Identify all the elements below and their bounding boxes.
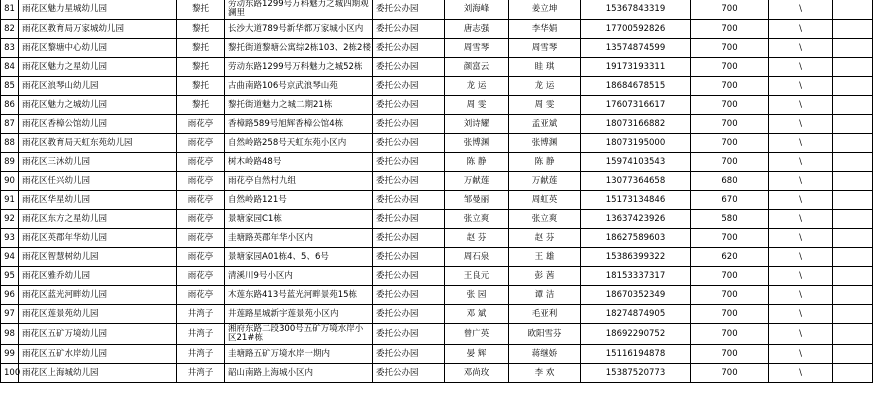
cell-phone[interactable]: 17700592826 <box>581 20 691 39</box>
cell-type[interactable]: 委托公办园 <box>373 305 445 324</box>
cell-town[interactable]: 雨花亭 <box>177 286 225 305</box>
cell-name[interactable]: 雨花区莲景苑幼儿园 <box>19 305 177 324</box>
cell-legal[interactable]: 刘诗耀 <box>445 115 509 134</box>
cell-town[interactable]: 黎托 <box>177 96 225 115</box>
cell-mark[interactable]: \ <box>769 115 833 134</box>
cell-legal[interactable]: 周 雯 <box>445 96 509 115</box>
cell-head[interactable]: 龙 运 <box>509 77 581 96</box>
cell-legal[interactable]: 刘海峰 <box>445 0 509 20</box>
cell-no[interactable]: 92 <box>1 210 19 229</box>
cell-phone[interactable]: 13574874599 <box>581 39 691 58</box>
cell-type[interactable]: 委托公办园 <box>373 0 445 20</box>
cell-mark[interactable]: \ <box>769 153 833 172</box>
table-row <box>1 115 873 134</box>
table-row <box>1 210 873 229</box>
cell-town[interactable]: 雨花亭 <box>177 229 225 248</box>
cell-empty[interactable] <box>833 77 873 96</box>
cell-name[interactable]: 雨花区教育局万家城幼儿园 <box>19 20 177 39</box>
cell-no[interactable]: 90 <box>1 172 19 191</box>
cell-addr[interactable]: 自然岭路121号 <box>225 191 373 210</box>
cell-phone[interactable]: 13077364658 <box>581 172 691 191</box>
cell-addr[interactable]: 劳动东路1299号万科魅力之城四期观澜里 <box>225 0 373 20</box>
cell-empty[interactable] <box>833 305 873 324</box>
cell-addr[interactable]: 湘府东路二段300号五矿万境水岸小区21#栋 <box>225 324 373 345</box>
cell-type[interactable]: 委托公办园 <box>373 345 445 364</box>
cell-town[interactable]: 井湾子 <box>177 305 225 324</box>
cell-name[interactable]: 雨花区魅力星城幼儿园 <box>19 0 177 20</box>
cell-addr[interactable]: 香樟路589号旭辉香樟公馆4栋 <box>225 115 373 134</box>
cell-fee[interactable]: 670 <box>691 191 769 210</box>
cell-head[interactable]: 万献莲 <box>509 172 581 191</box>
table-row <box>1 77 873 96</box>
cell-fee[interactable]: 700 <box>691 115 769 134</box>
table-row <box>1 153 873 172</box>
cell-addr[interactable]: 自然岭路258号天虹东苑小区内 <box>225 134 373 153</box>
cell-fee[interactable]: 700 <box>691 324 769 345</box>
cell-no[interactable]: 81 <box>1 0 19 20</box>
cell-empty[interactable] <box>833 267 873 286</box>
cell-mark[interactable]: \ <box>769 324 833 345</box>
cell-fee[interactable]: 700 <box>691 77 769 96</box>
cell-legal[interactable]: 张立爽 <box>445 210 509 229</box>
cell-mark[interactable]: \ <box>769 20 833 39</box>
cell-town[interactable]: 雨花亭 <box>177 248 225 267</box>
cell-phone[interactable]: 17607316617 <box>581 96 691 115</box>
cell-legal[interactable]: 周石泉 <box>445 248 509 267</box>
cell-town[interactable]: 黎托 <box>177 58 225 77</box>
cell-phone[interactable]: 18073166882 <box>581 115 691 134</box>
cell-head[interactable]: 毛亚利 <box>509 305 581 324</box>
cell-fee[interactable]: 580 <box>691 210 769 229</box>
cell-mark[interactable]: \ <box>769 0 833 20</box>
cell-empty[interactable] <box>833 210 873 229</box>
cell-mark[interactable]: \ <box>769 96 833 115</box>
cell-fee[interactable]: 700 <box>691 267 769 286</box>
cell-head[interactable]: 姜立坤 <box>509 0 581 20</box>
cell-no[interactable]: 97 <box>1 305 19 324</box>
cell-name[interactable]: 雨花区魅力之星幼儿园 <box>19 58 177 77</box>
cell-fee[interactable]: 700 <box>691 153 769 172</box>
cell-town[interactable]: 雨花亭 <box>177 134 225 153</box>
cell-name[interactable]: 雨花区上海城幼儿园 <box>19 364 177 383</box>
cell-addr[interactable]: 景塘家园A01栋4、5、6号 <box>225 248 373 267</box>
cell-no[interactable]: 89 <box>1 153 19 172</box>
cell-town[interactable]: 井湾子 <box>177 324 225 345</box>
cell-empty[interactable] <box>833 134 873 153</box>
cell-name[interactable]: 雨花区雅乔幼儿园 <box>19 267 177 286</box>
cell-empty[interactable] <box>833 153 873 172</box>
cell-no[interactable]: 100 <box>1 364 19 383</box>
cell-town[interactable]: 雨花亭 <box>177 267 225 286</box>
cell-name[interactable]: 雨花区华星幼儿园 <box>19 191 177 210</box>
cell-head[interactable]: 谭 洁 <box>509 286 581 305</box>
cell-mark[interactable]: \ <box>769 248 833 267</box>
cell-mark[interactable]: \ <box>769 191 833 210</box>
table-row <box>1 134 873 153</box>
cell-fee[interactable]: 700 <box>691 96 769 115</box>
cell-phone[interactable]: 18274874905 <box>581 305 691 324</box>
cell-town[interactable]: 黎托 <box>177 77 225 96</box>
cell-empty[interactable] <box>833 229 873 248</box>
cell-name[interactable]: 雨花区教育局天虹东苑幼儿园 <box>19 134 177 153</box>
cell-town[interactable]: 雨花亭 <box>177 172 225 191</box>
cell-phone[interactable]: 15386399322 <box>581 248 691 267</box>
table-row <box>1 0 873 20</box>
cell-legal[interactable]: 张博渊 <box>445 134 509 153</box>
cell-addr[interactable]: 木莲东路413号蓝光河畔景苑15栋 <box>225 286 373 305</box>
cell-town[interactable]: 黎托 <box>177 0 225 20</box>
cell-phone[interactable]: 13637423926 <box>581 210 691 229</box>
cell-name[interactable]: 雨花区香樟公馆幼儿园 <box>19 115 177 134</box>
cell-legal[interactable]: 颜富云 <box>445 58 509 77</box>
cell-no[interactable]: 98 <box>1 324 19 345</box>
cell-empty[interactable] <box>833 39 873 58</box>
cell-town[interactable]: 黎托 <box>177 39 225 58</box>
cell-fee[interactable]: 700 <box>691 345 769 364</box>
cell-type[interactable]: 委托公办园 <box>373 172 445 191</box>
cell-town[interactable]: 黎托 <box>177 20 225 39</box>
cell-empty[interactable] <box>833 191 873 210</box>
table-row <box>1 191 873 210</box>
cell-mark[interactable]: \ <box>769 364 833 383</box>
cell-no[interactable]: 93 <box>1 229 19 248</box>
cell-addr[interactable]: 韶山南路上海城小区内 <box>225 364 373 383</box>
cell-mark[interactable]: \ <box>769 210 833 229</box>
table-row <box>1 248 873 267</box>
cell-type[interactable]: 委托公办园 <box>373 96 445 115</box>
cell-mark[interactable]: \ <box>769 39 833 58</box>
cell-head[interactable]: 张博渊 <box>509 134 581 153</box>
cell-type[interactable]: 委托公办园 <box>373 115 445 134</box>
cell-mark[interactable]: \ <box>769 77 833 96</box>
cell-legal[interactable]: 张 园 <box>445 286 509 305</box>
cell-town[interactable]: 雨花亭 <box>177 191 225 210</box>
cell-phone[interactable]: 18627589603 <box>581 229 691 248</box>
table-row <box>1 364 873 383</box>
cell-type[interactable]: 委托公办园 <box>373 77 445 96</box>
cell-town[interactable]: 井湾子 <box>177 364 225 383</box>
cell-type[interactable]: 委托公办园 <box>373 58 445 77</box>
cell-name[interactable]: 雨花区英郡年华幼儿园 <box>19 229 177 248</box>
cell-phone[interactable]: 18073195000 <box>581 134 691 153</box>
table-row <box>1 39 873 58</box>
cell-no[interactable]: 99 <box>1 345 19 364</box>
cell-head[interactable]: 周 雯 <box>509 96 581 115</box>
cell-head[interactable]: 欧阳雪芬 <box>509 324 581 345</box>
cell-no[interactable]: 82 <box>1 20 19 39</box>
cell-type[interactable]: 委托公办园 <box>373 267 445 286</box>
cell-legal[interactable]: 邓尚玫 <box>445 364 509 383</box>
table-row <box>1 229 873 248</box>
cell-fee[interactable]: 700 <box>691 39 769 58</box>
table-row <box>1 172 873 191</box>
cell-legal[interactable]: 晏 辉 <box>445 345 509 364</box>
cell-mark[interactable]: \ <box>769 267 833 286</box>
cell-type[interactable]: 委托公办园 <box>373 134 445 153</box>
cell-legal[interactable]: 唐志强 <box>445 20 509 39</box>
cell-fee[interactable]: 700 <box>691 229 769 248</box>
cell-addr[interactable]: 长沙大道789号新华都万家城小区内 <box>225 20 373 39</box>
cell-mark[interactable]: \ <box>769 134 833 153</box>
cell-name[interactable]: 雨花区五矿水岸幼儿园 <box>19 345 177 364</box>
cell-head[interactable]: 蒋继娇 <box>509 345 581 364</box>
cell-type[interactable]: 委托公办园 <box>373 191 445 210</box>
cell-phone[interactable]: 19173193311 <box>581 58 691 77</box>
cell-name[interactable]: 雨花区蓝光河畔幼儿园 <box>19 286 177 305</box>
cell-legal[interactable]: 邹曼丽 <box>445 191 509 210</box>
cell-mark[interactable]: \ <box>769 286 833 305</box>
cell-type[interactable]: 委托公办园 <box>373 39 445 58</box>
cell-addr[interactable]: 清溪川9号小区内 <box>225 267 373 286</box>
cell-addr[interactable]: 古曲南路106号京武浪琴山苑 <box>225 77 373 96</box>
cell-fee[interactable]: 700 <box>691 0 769 20</box>
cell-mark[interactable]: \ <box>769 58 833 77</box>
cell-head[interactable]: 李华娟 <box>509 20 581 39</box>
cell-empty[interactable] <box>833 364 873 383</box>
cell-head[interactable]: 孟亚斌 <box>509 115 581 134</box>
cell-type[interactable]: 委托公办园 <box>373 286 445 305</box>
cell-fee[interactable]: 700 <box>691 58 769 77</box>
cell-legal[interactable]: 陈 静 <box>445 153 509 172</box>
cell-phone[interactable]: 18153337317 <box>581 267 691 286</box>
cell-empty[interactable] <box>833 286 873 305</box>
cell-empty[interactable] <box>833 96 873 115</box>
cell-addr[interactable]: 树木岭路48号 <box>225 153 373 172</box>
cell-addr[interactable]: 景塘家园C1栋 <box>225 210 373 229</box>
cell-no[interactable]: 84 <box>1 58 19 77</box>
cell-legal[interactable]: 赵 芬 <box>445 229 509 248</box>
cell-empty[interactable] <box>833 172 873 191</box>
cell-type[interactable]: 委托公办园 <box>373 364 445 383</box>
cell-phone[interactable]: 18684678515 <box>581 77 691 96</box>
cell-fee[interactable]: 620 <box>691 248 769 267</box>
cell-fee[interactable]: 680 <box>691 172 769 191</box>
cell-legal[interactable]: 周雪琴 <box>445 39 509 58</box>
cell-name[interactable]: 雨花区东方之星幼儿园 <box>19 210 177 229</box>
cell-addr[interactable]: 井莲路星城新宇莲景苑小区内 <box>225 305 373 324</box>
cell-empty[interactable] <box>833 324 873 345</box>
cell-no[interactable]: 87 <box>1 115 19 134</box>
cell-type[interactable]: 委托公办园 <box>373 153 445 172</box>
table-row <box>1 286 873 305</box>
cell-no[interactable]: 83 <box>1 39 19 58</box>
cell-no[interactable]: 96 <box>1 286 19 305</box>
table-row <box>1 96 873 115</box>
cell-phone[interactable]: 15367843319 <box>581 0 691 20</box>
cell-town[interactable]: 雨花亭 <box>177 210 225 229</box>
cell-no[interactable]: 86 <box>1 96 19 115</box>
table-row <box>1 345 873 364</box>
cell-addr[interactable]: 圭塘路五矿万境水岸一期内 <box>225 345 373 364</box>
cell-head[interactable]: 周雪琴 <box>509 39 581 58</box>
cell-addr[interactable]: 雨花亭自然村九组 <box>225 172 373 191</box>
cell-no[interactable]: 95 <box>1 267 19 286</box>
cell-name[interactable]: 雨花区黎塘中心幼儿园 <box>19 39 177 58</box>
table-row <box>1 58 873 77</box>
cell-fee[interactable]: 700 <box>691 364 769 383</box>
cell-type[interactable]: 委托公办园 <box>373 210 445 229</box>
cell-mark[interactable]: \ <box>769 345 833 364</box>
table-row <box>1 20 873 39</box>
cell-head[interactable]: 张立爽 <box>509 210 581 229</box>
cell-name[interactable]: 雨花区浪琴山幼儿园 <box>19 77 177 96</box>
cell-addr[interactable]: 圭塘路英郡年华小区内 <box>225 229 373 248</box>
cell-name[interactable]: 雨花区五矿万境幼儿园 <box>19 324 177 345</box>
cell-name[interactable]: 雨花区智慧树幼儿园 <box>19 248 177 267</box>
cell-fee[interactable]: 700 <box>691 286 769 305</box>
cell-phone[interactable]: 15173134846 <box>581 191 691 210</box>
cell-head[interactable]: 李 欢 <box>509 364 581 383</box>
cell-name[interactable]: 雨花区魅力之城幼儿园 <box>19 96 177 115</box>
cell-no[interactable]: 88 <box>1 134 19 153</box>
cell-empty[interactable] <box>833 20 873 39</box>
cell-type[interactable]: 委托公办园 <box>373 248 445 267</box>
cell-fee[interactable]: 700 <box>691 134 769 153</box>
cell-fee[interactable]: 700 <box>691 305 769 324</box>
cell-phone[interactable]: 15387520773 <box>581 364 691 383</box>
cell-type[interactable]: 委托公办园 <box>373 229 445 248</box>
cell-mark[interactable]: \ <box>769 172 833 191</box>
cell-head[interactable]: 赵 芬 <box>509 229 581 248</box>
cell-mark[interactable]: \ <box>769 229 833 248</box>
cell-phone[interactable]: 18692290752 <box>581 324 691 345</box>
cell-addr[interactable]: 黎托街道魅力之城二期21栋 <box>225 96 373 115</box>
cell-head[interactable]: 王 雄 <box>509 248 581 267</box>
cell-head[interactable]: 彭 茜 <box>509 267 581 286</box>
cell-no[interactable]: 94 <box>1 248 19 267</box>
cell-head[interactable]: 眭 琪 <box>509 58 581 77</box>
table-row <box>1 305 873 324</box>
table-body <box>1 0 873 383</box>
cell-phone[interactable]: 15974103543 <box>581 153 691 172</box>
cell-legal[interactable]: 万献莲 <box>445 172 509 191</box>
cell-type[interactable]: 委托公办园 <box>373 324 445 345</box>
cell-empty[interactable] <box>833 345 873 364</box>
cell-legal[interactable]: 龙 运 <box>445 77 509 96</box>
cell-empty[interactable] <box>833 115 873 134</box>
cell-fee[interactable]: 700 <box>691 20 769 39</box>
cell-name[interactable]: 雨花区任兴幼儿园 <box>19 172 177 191</box>
cell-no[interactable]: 91 <box>1 191 19 210</box>
cell-head[interactable]: 周虹英 <box>509 191 581 210</box>
cell-legal[interactable]: 曾广英 <box>445 324 509 345</box>
table-row <box>1 267 873 286</box>
cell-mark[interactable]: \ <box>769 305 833 324</box>
cell-empty[interactable] <box>833 248 873 267</box>
cell-legal[interactable]: 邓 斌 <box>445 305 509 324</box>
cell-town[interactable]: 雨花亭 <box>177 115 225 134</box>
cell-name[interactable]: 雨花区三沐幼儿园 <box>19 153 177 172</box>
cell-head[interactable]: 陈 静 <box>509 153 581 172</box>
cell-empty[interactable] <box>833 58 873 77</box>
cell-no[interactable]: 85 <box>1 77 19 96</box>
cell-town[interactable]: 雨花亭 <box>177 153 225 172</box>
cell-type[interactable]: 委托公办园 <box>373 20 445 39</box>
table-row <box>1 324 873 345</box>
cell-phone[interactable]: 18670352349 <box>581 286 691 305</box>
cell-legal[interactable]: 王良元 <box>445 267 509 286</box>
cell-addr[interactable]: 黎托街道黎塘公寓综2栋103、2栋2楼 <box>225 39 373 58</box>
cell-addr[interactable]: 劳动东路1299号万科魅力之城52栋 <box>225 58 373 77</box>
cell-empty[interactable] <box>833 0 873 20</box>
cell-phone[interactable]: 15116194878 <box>581 345 691 364</box>
cell-town[interactable]: 井湾子 <box>177 345 225 364</box>
